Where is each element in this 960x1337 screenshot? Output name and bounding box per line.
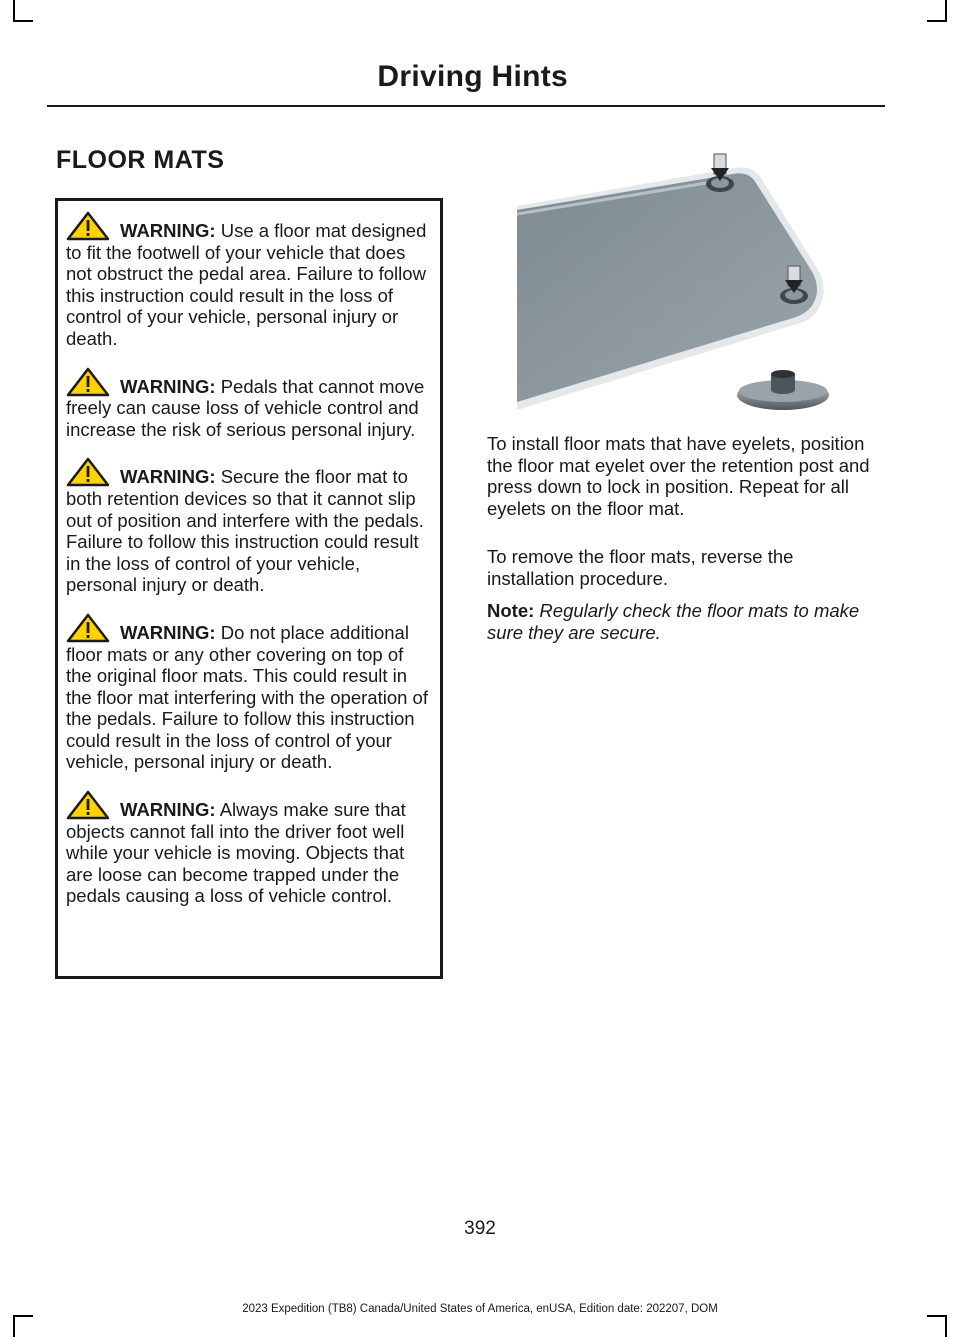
warning-item [66,211,432,350]
note-paragraph [487,600,882,643]
warning-label: WARNING: [120,621,216,643]
warning-triangle-icon [66,613,110,643]
crop-mark [13,20,33,22]
crop-mark [927,20,947,22]
crop-mark [13,1317,15,1337]
warning-text: Always make sure that objects cannot fall into the driver foot well while your vehicle is moving. Objects that are loose can become trapped under the pedals causing a loss of vehicle control. [66,799,406,907]
warning-label: WARNING: [120,466,216,488]
crop-mark [927,1315,947,1317]
crop-mark [945,0,947,20]
warning-triangle-icon [66,367,110,397]
header-divider [47,105,885,107]
page-number: 392 [464,1218,496,1239]
footer-text: 2023 Expedition (TB8) Canada/United States of America, enUSA, Edition date: 202207, DOM [242,1303,718,1315]
warning-text: Secure the floor mat to both retention devices so that it cannot slip out of position and interfere with the pedals. Failure to follow this instruction could result in the loss of control of your vehicle, personal injury or death. [66,466,424,596]
warning-item [66,790,432,907]
note-label: Note: [487,600,535,621]
warning-triangle-icon [66,457,110,487]
warning-item [66,457,432,596]
floor-mat-illustration [517,148,847,414]
warning-box [55,198,443,979]
install-paragraph: To install floor mats that have eyelets, position the floor mat eyelet over the retention post and press down to lock in position. Repeat for all eyelets on the floor mat. [487,433,870,519]
warning-label: WARNING: [120,375,216,397]
warning-item [66,367,432,441]
remove-paragraph: To remove the floor mats, reverse the installation procedure. [487,546,794,589]
warning-text: Pedals that cannot move freely can cause loss of vehicle control and increase the risk of serious personal injury. [66,375,425,440]
warning-text: Use a floor mat designed to fit the footwell of your vehicle that does not obstruct the pedal area. Failure to follow this instruction could result in the loss of control of your vehicle, personal injury or death. [66,220,427,349]
warning-triangle-icon [66,211,110,241]
warning-label: WARNING: [120,799,216,821]
crop-mark [13,0,15,20]
crop-mark [945,1317,947,1337]
warning-item [66,613,432,773]
warning-label: WARNING: [120,220,216,241]
crop-mark [13,1315,33,1317]
retention-post-icon [737,370,829,410]
section-title: FLOOR MATS [56,146,225,174]
warning-text: Do not place additional floor mats or any other covering on top of the original floor mats. This could result in the floor mat interfering with the operation of the pedals. Failure to follow this instruction could result in the loss of control of your vehicle, personal injury or death. [66,621,428,773]
page-header-title: Driving Hints [377,60,568,93]
warning-triangle-icon [66,790,110,820]
note-text: Regularly check the floor mats to make sure they are secure. [487,600,860,643]
